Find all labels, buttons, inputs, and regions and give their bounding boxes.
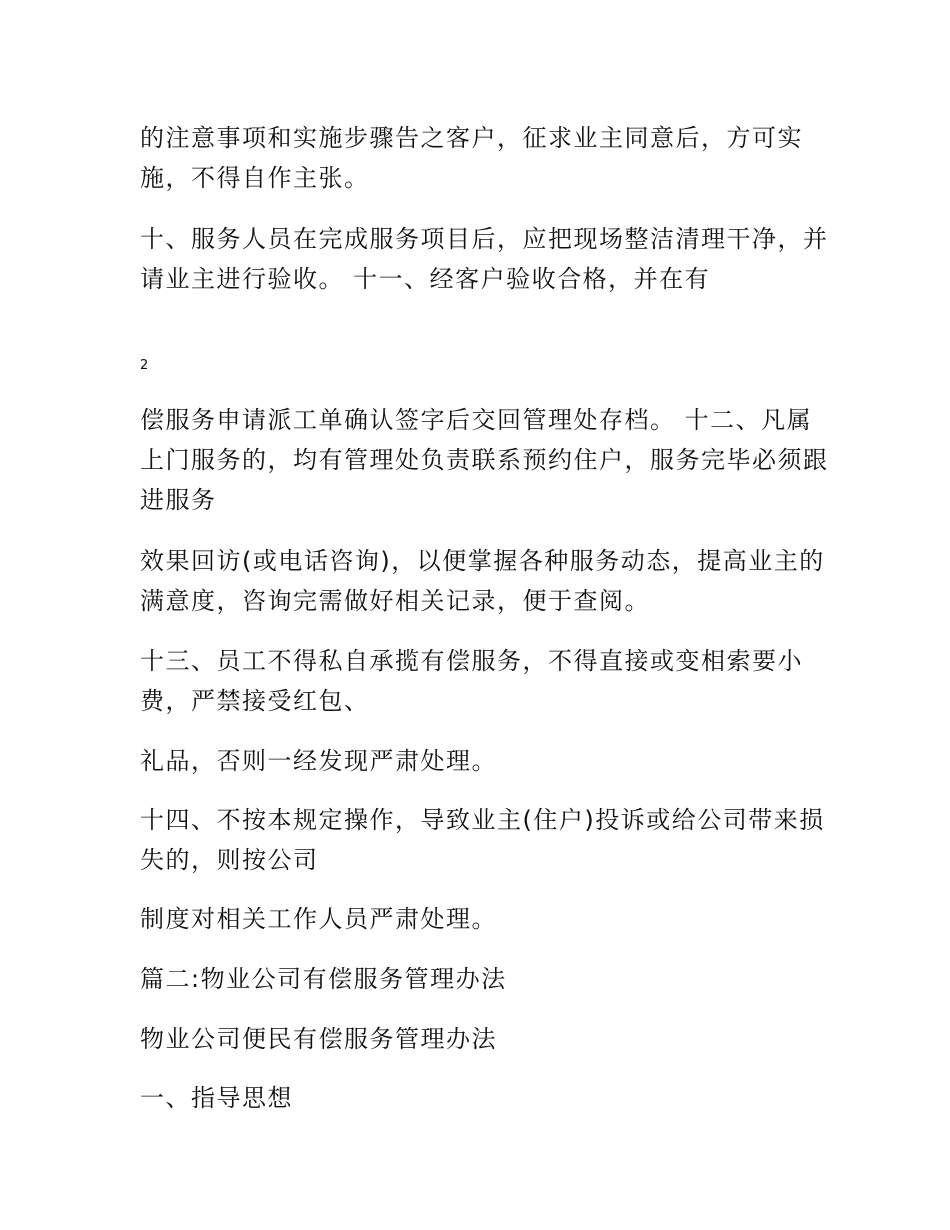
paragraph-1: 的注意事项和实施步骤告之客户，征求业主同意后，方可实施，不得自作主张。	[140, 124, 803, 192]
paragraph-5: 十三、员工不得私自承揽有偿服务，不得直接或变相索要小费，严禁接受红包、	[140, 647, 803, 715]
paragraph-3: 偿服务申请派工单确认签字后交回管理处存档。 十二、凡属上门服务的，均有管理处负责联系预约住户，服务完毕必须跟进服务	[140, 406, 829, 514]
paragraph-6: 礼品，否则一经发现严肃处理。	[140, 747, 497, 775]
paragraph-8: 制度对相关工作人员严肃处理。	[140, 905, 497, 933]
section-heading-2: 篇二:物业公司有偿服务管理办法	[140, 965, 507, 993]
page-number: 2	[140, 358, 149, 373]
paragraph-4: 效果回访(或电话咨询)，以便掌握各种服务动态，提高业主的满意度，咨询完需做好相关记录，便于查阅。	[140, 547, 825, 615]
paragraph-2: 十、服务人员在完成服务项目后，应把现场整洁清理干净，并请业主进行验收。 十一、经客户验收合格，并在有	[140, 225, 829, 293]
paragraph-7: 十四、不按本规定操作，导致业主(住户)投诉或给公司带来损失的，则按公司	[140, 806, 825, 874]
section-heading-guiding-ideology: 一、指导思想	[140, 1084, 293, 1112]
document-title: 物业公司便民有偿服务管理办法	[140, 1025, 497, 1053]
